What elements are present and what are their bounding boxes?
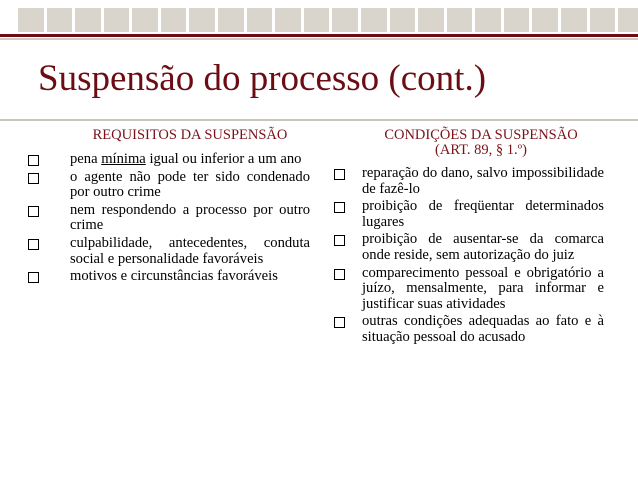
item-text: nem respondendo a processo por outro crime — [70, 201, 310, 234]
item-text: pena — [70, 151, 102, 167]
item-text: culpabilidade, antecedentes, conduta social e personalidade favoráveis — [70, 234, 310, 267]
square-bullet-icon — [334, 169, 345, 180]
list-item — [334, 166, 604, 197]
right-column-heading — [350, 128, 612, 158]
square-bullet-icon — [334, 202, 345, 213]
item-emphasis: mínima — [101, 151, 146, 167]
square-bullet-icon — [28, 155, 39, 166]
slide-title: Suspensão do processo (cont.) — [38, 58, 487, 99]
list-item — [334, 266, 604, 313]
list-item — [334, 232, 604, 263]
item-text: reparação do dano, salvo impossibilidade de fazê-lo — [362, 165, 604, 197]
list-item — [28, 236, 310, 267]
list-item — [28, 203, 310, 234]
square-bullet-icon — [334, 235, 345, 246]
item-text: outras condições adequadas ao fato e à situação pessoal do acusado — [362, 313, 604, 345]
item-text: proibição de freqüentar determinados lugares — [362, 198, 604, 230]
item-text: motivos e circunstâncias favoráveis — [70, 268, 278, 285]
square-bullet-icon — [28, 239, 39, 250]
list-item — [334, 314, 604, 345]
title-divider — [0, 119, 638, 121]
heading-article-ref: (ART. 89, § 1.º) — [435, 142, 527, 158]
top-accent-rule — [0, 34, 638, 37]
square-bullet-icon — [334, 317, 345, 328]
heading-line: CONDIÇÕES DA SUSPENSÃO — [384, 127, 578, 143]
conditions-list — [334, 166, 604, 348]
item-text: o agente não pode ter sido condenado por outro crime — [70, 168, 310, 201]
list-item — [28, 269, 310, 285]
square-bullet-icon — [28, 206, 39, 217]
decorative-top-bar — [18, 8, 638, 32]
item-text: proibição de ausentar-se da comarca onde reside, sem autorização do juiz — [362, 231, 604, 263]
top-gray-rule — [0, 38, 638, 40]
list-item — [28, 170, 310, 201]
item-text: comparecimento pessoal e obrigatório a juízo, mensalmente, para informar e justificar suas atividades — [362, 264, 604, 312]
square-bullet-icon — [334, 269, 345, 280]
square-bullet-icon — [28, 272, 39, 283]
list-item — [334, 199, 604, 230]
item-text: igual ou inferior a um ano — [145, 151, 302, 167]
requirements-list — [28, 152, 310, 287]
square-bullet-icon — [28, 173, 39, 184]
list-item — [28, 152, 310, 168]
left-column-heading: REQUISITOS DA SUSPENSÃO — [92, 127, 288, 143]
